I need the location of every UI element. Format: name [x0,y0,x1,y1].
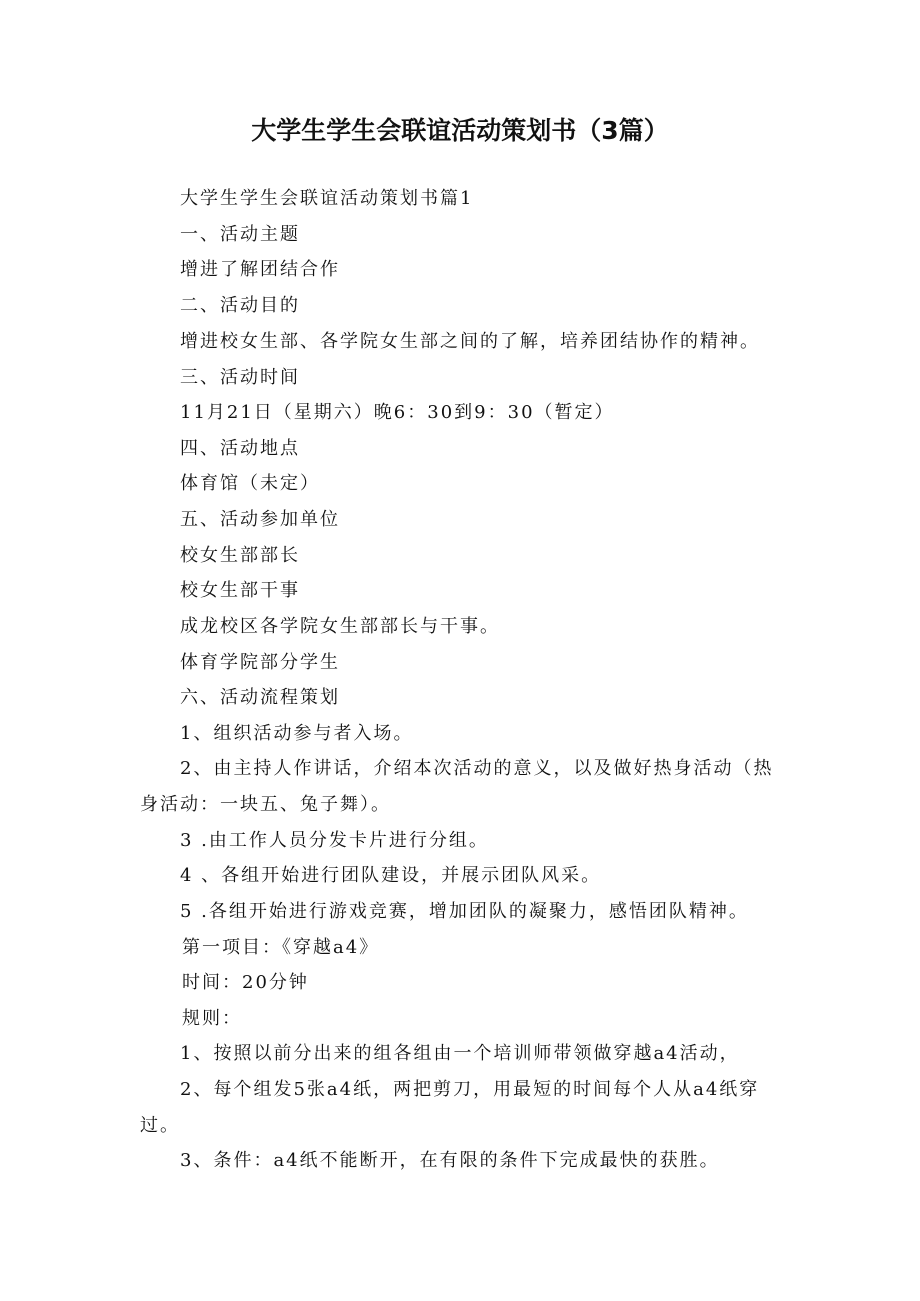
paragraph-line: 11月21日（星期六）晚6：30到9：30（暂定） [180,402,615,423]
paragraph-line: 过。 [140,1115,180,1136]
paragraph-line: 1、按照以前分出来的组各组由一个培训师带领做穿越a4活动， [180,1043,740,1064]
paragraph-line: 增进了解团结合作 [180,259,340,280]
paragraph-line: 4 、各组开始进行团队建设，并展示团队风采。 [180,865,602,886]
paragraph-line: 3、条件：a4纸不能断开，在有限的条件下完成最快的获胜。 [180,1150,720,1171]
paragraph-line: 身活动：一块五、兔子舞）。 [140,794,391,815]
paragraph-line: 成龙校区各学院女生部部长与干事。 [180,616,500,637]
paragraph-line: 体育馆（未定） [180,473,320,494]
heading-activity-process: 六、活动流程策划 [180,687,340,708]
paragraph-line: 2、每个组发5张a4纸，两把剪刀，用最短的时间每个人从a4纸穿 [180,1079,760,1100]
paragraph-line: 校女生部部长 [180,545,300,566]
heading-activity-purpose: 二、活动目的 [180,295,300,316]
paragraph-line: 1、组织活动参与者入场。 [180,723,414,744]
paragraph-line: 校女生部干事 [180,580,300,601]
heading-activity-theme: 一、活动主题 [180,224,300,245]
document-title: 大学生学生会联谊活动策划书（3篇） [251,116,669,145]
paragraph-line: 第一项目：《穿越a4》 [182,937,380,958]
heading-participating-units: 五、活动参加单位 [180,509,340,530]
paragraph-line: 2、由主持人作讲话，介绍本次活动的意义，以及做好热身活动（热 [180,758,774,779]
paragraph-line: 5 .各组开始进行游戏竞赛，增加团队的凝聚力，感悟团队精神。 [180,901,749,922]
paragraph-line: 时间：20分钟 [182,972,309,993]
heading-activity-time: 三、活动时间 [180,367,300,388]
paragraph-line: 增进校女生部、各学院女生部之间的了解，培养团结协作的精神。 [180,331,760,352]
paragraph-line: 规则： [182,1008,242,1029]
section-heading: 大学生学生会联谊活动策划书篇1 [180,188,474,209]
paragraph-line: 体育学院部分学生 [180,652,340,673]
heading-activity-location: 四、活动地点 [180,438,300,459]
paragraph-line: 3 .由工作人员分发卡片进行分组。 [180,830,489,851]
